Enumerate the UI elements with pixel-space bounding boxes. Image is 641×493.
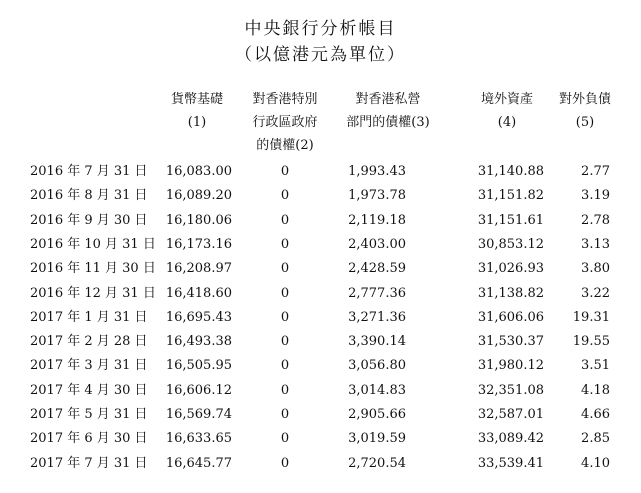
cell-date: 2017 年 3 月 31 日	[30, 358, 148, 373]
cell-claims-on-government: 0	[280, 334, 290, 349]
cell-claims-on-private-sector: 2,119.18	[348, 213, 406, 228]
table-row	[0, 452, 641, 476]
cell-claims-on-private-sector: 1,993.43	[348, 164, 406, 179]
header-line: 部門的債權(3)	[346, 115, 430, 130]
cell-monetary-base: 16,493.38	[165, 334, 232, 349]
cell-foreign-assets: 32,587.01	[477, 407, 544, 422]
cell-claims-on-private-sector: 3,056.80	[348, 358, 406, 373]
cell-claims-on-government: 0	[280, 261, 290, 276]
cell-monetary-base: 16,645.77	[165, 456, 232, 471]
cell-foreign-liabilities: 3.51	[581, 358, 610, 373]
cell-foreign-liabilities: 2.85	[581, 431, 610, 446]
header-line: 的債權(2)	[256, 138, 314, 153]
cell-foreign-liabilities: 2.78	[581, 213, 610, 228]
cell-monetary-base: 16,208.97	[165, 261, 232, 276]
cell-claims-on-government: 0	[280, 383, 290, 398]
cell-claims-on-private-sector: 2,905.66	[348, 407, 406, 422]
cell-claims-on-government: 0	[280, 188, 290, 203]
table-row	[0, 403, 641, 427]
cell-monetary-base: 16,083.00	[165, 164, 232, 179]
cell-foreign-assets: 31,140.88	[477, 164, 544, 179]
table-row	[0, 184, 641, 208]
header-line: 貨幣基礎	[170, 92, 223, 107]
cell-monetary-base: 16,089.20	[165, 188, 232, 203]
cell-foreign-assets: 31,026.93	[477, 261, 544, 276]
cell-claims-on-private-sector: 2,720.54	[348, 456, 406, 471]
cell-foreign-liabilities: 2.77	[581, 164, 610, 179]
page-title: 中央銀行分析帳目	[244, 19, 397, 39]
cell-monetary-base: 16,180.06	[165, 213, 232, 228]
cell-foreign-assets: 32,351.08	[477, 383, 544, 398]
cell-foreign-liabilities: 3.80	[581, 261, 610, 276]
page-subtitle: （以億港元為單位）	[235, 45, 406, 65]
cell-monetary-base: 16,505.95	[165, 358, 232, 373]
cell-date: 2016 年 11 月 30 日	[30, 261, 156, 276]
cell-claims-on-private-sector: 2,777.36	[348, 286, 406, 301]
cell-foreign-assets: 31,606.06	[477, 310, 544, 325]
cell-date: 2017 年 5 月 31 日	[30, 407, 148, 422]
header-line: 境外資產	[480, 92, 533, 107]
cell-claims-on-government: 0	[280, 407, 290, 422]
table-row	[0, 160, 641, 184]
cell-foreign-assets: 33,539.41	[477, 456, 544, 471]
cell-date: 2017 年 6 月 30 日	[30, 431, 148, 446]
cell-date: 2016 年 9 月 30 日	[30, 213, 148, 228]
cell-foreign-liabilities: 4.10	[581, 456, 610, 471]
header-claims-on-government	[235, 88, 335, 157]
cell-foreign-liabilities: 4.66	[581, 407, 610, 422]
cell-foreign-assets: 31,980.12	[477, 358, 544, 373]
cell-monetary-base: 16,606.12	[165, 383, 232, 398]
table-row	[0, 427, 641, 451]
cell-monetary-base: 16,418.60	[165, 286, 232, 301]
cell-monetary-base: 16,173.16	[165, 237, 232, 252]
header-line: (4)	[497, 115, 517, 130]
cell-date: 2016 年 8 月 31 日	[30, 188, 148, 203]
table-row	[0, 282, 641, 306]
cell-claims-on-government: 0	[280, 310, 290, 325]
cell-date: 2017 年 7 月 31 日	[30, 456, 148, 471]
cell-claims-on-private-sector: 3,390.14	[348, 334, 406, 349]
header-line: 行政區政府	[252, 115, 318, 130]
cell-foreign-assets: 31,138.82	[477, 286, 544, 301]
cell-foreign-assets: 33,089.42	[477, 431, 544, 446]
cell-claims-on-government: 0	[280, 213, 290, 228]
header-claims-on-private-sector	[338, 88, 438, 134]
table-row	[0, 257, 641, 281]
cell-foreign-liabilities: 3.22	[581, 286, 610, 301]
cell-claims-on-private-sector: 1,973.78	[348, 188, 406, 203]
cell-claims-on-government: 0	[280, 286, 290, 301]
cell-claims-on-government: 0	[280, 358, 290, 373]
cell-claims-on-government: 0	[280, 456, 290, 471]
cell-foreign-liabilities: 19.55	[572, 334, 610, 349]
table-row	[0, 233, 641, 257]
cell-monetary-base: 16,633.65	[165, 431, 232, 446]
cell-date: 2017 年 4 月 30 日	[30, 383, 148, 398]
table-row	[0, 306, 641, 330]
cell-foreign-assets: 31,151.61	[477, 213, 544, 228]
header-monetary-base	[147, 88, 247, 134]
cell-foreign-liabilities: 4.18	[581, 383, 610, 398]
cell-claims-on-private-sector: 2,403.00	[348, 237, 406, 252]
table-row	[0, 354, 641, 378]
header-foreign-liabilities	[535, 88, 635, 134]
cell-monetary-base: 16,569.74	[165, 407, 232, 422]
cell-foreign-assets: 31,530.37	[477, 334, 544, 349]
table-row	[0, 379, 641, 403]
cell-claims-on-government: 0	[280, 164, 290, 179]
header-line: (5)	[575, 115, 595, 130]
cell-foreign-liabilities: 3.13	[581, 237, 610, 252]
cell-date: 2016 年 12 月 31 日	[30, 286, 156, 301]
cell-date: 2016 年 7 月 31 日	[30, 164, 148, 179]
cell-claims-on-government: 0	[280, 431, 290, 446]
table-row	[0, 209, 641, 233]
cell-foreign-assets: 31,151.82	[477, 188, 544, 203]
header-line: 對香港私營	[355, 92, 421, 107]
cell-foreign-liabilities: 3.19	[581, 188, 610, 203]
cell-date: 2017 年 2 月 28 日	[30, 334, 148, 349]
cell-claims-on-government: 0	[280, 237, 290, 252]
cell-monetary-base: 16,695.43	[165, 310, 232, 325]
cell-claims-on-private-sector: 3,014.83	[348, 383, 406, 398]
cell-claims-on-private-sector: 3,019.59	[348, 431, 406, 446]
header-line: 對香港特別	[252, 92, 318, 107]
cell-claims-on-private-sector: 3,271.36	[348, 310, 406, 325]
cell-date: 2017 年 1 月 31 日	[30, 310, 148, 325]
cell-foreign-liabilities: 19.31	[572, 310, 610, 325]
cell-date: 2016 年 10 月 31 日	[30, 237, 156, 252]
cell-foreign-assets: 30,853.12	[477, 237, 544, 252]
cell-claims-on-private-sector: 2,428.59	[348, 261, 406, 276]
header-line: (1)	[187, 115, 207, 130]
header-line: 對外負債	[558, 92, 611, 107]
table-row	[0, 330, 641, 354]
